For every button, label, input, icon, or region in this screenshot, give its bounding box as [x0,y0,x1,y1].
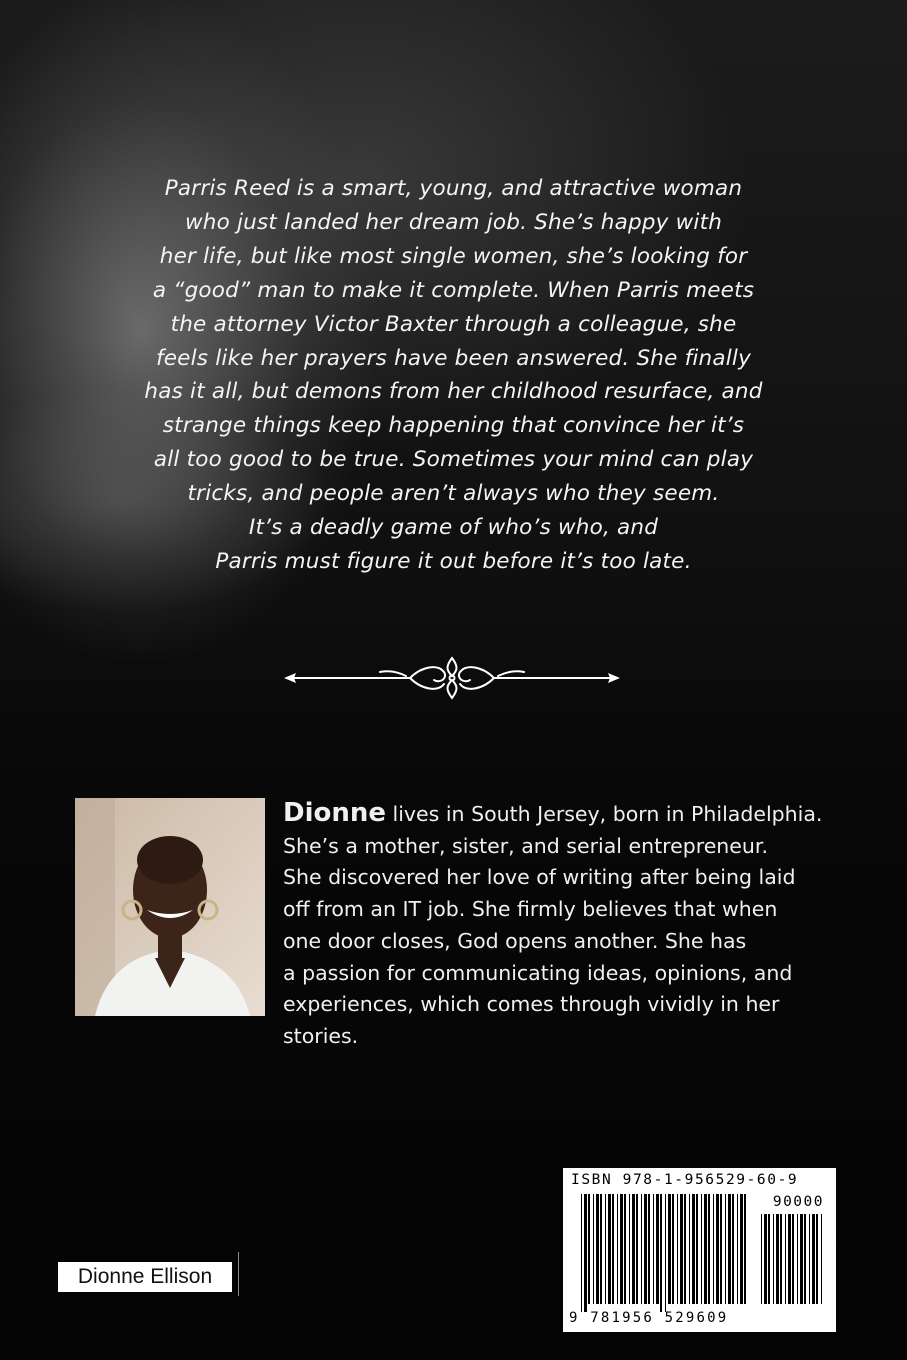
ean-number: 9 781956 529609 [569,1310,729,1326]
blurb-line: strange things keep happening that convince her it’s [162,413,745,439]
bio-line-rest: lives in South Jersey, born in Philadelphia. [386,802,823,826]
bio-line: off from an IT job. She firmly believes that when [283,897,778,922]
isbn-number: ISBN 978-1-956529-60-9 [571,1172,799,1188]
barcode-bars [581,1194,747,1312]
author-portrait [75,798,265,1016]
bio-line: stories. [283,1023,359,1048]
blurb-line: her life, but like most single women, she’s looking for [159,243,748,269]
blurb-line: a “good” man to make it complete. When Parris meets [152,277,755,303]
blurb-line: who just landed her dream job. She’s happy with [184,209,723,235]
author-bio [283,798,843,1053]
blurb-line: Parris Reed is a smart, young, and attractive woman [164,176,743,201]
blurb-line: the attorney Victor Baxter through a colleague, she [170,311,737,337]
blurb-line: all too good to be true. Sometimes your mind can play [153,447,754,473]
blurb-line: has it all, but demons from her childhood resurface, and [144,379,763,405]
author-name-label: Dionne Ellison [58,1262,232,1292]
isbn-barcode [563,1168,836,1332]
blurb-line: Parris must figure it out before it’s too late. [215,548,692,574]
bio-line: one door closes, God opens another. She has [283,928,747,953]
blurb-line: tricks, and people aren’t always who they seem. [187,481,720,507]
barcode-addon-bars [761,1214,825,1312]
book-blurb [60,172,847,579]
scroll-ornament-icon [282,650,622,706]
blurb-line: feels like her prayers have been answered. She finally [155,345,751,371]
bio-line: She discovered her love of writing after being laid [283,865,796,890]
price-code: 90000 [772,1194,824,1210]
divider [238,1252,239,1296]
bio-line: a passion for communicating ideas, opinions, and [283,960,793,985]
bio-line: experiences, which comes through vividly in her [283,992,780,1017]
bio-line: She’s a mother, sister, and serial entrepreneur. [283,833,768,858]
blurb-line: It’s a deadly game of who’s who, and [248,515,659,541]
author-first-name: Dionne [283,798,387,828]
bio-first-line [283,798,843,831]
